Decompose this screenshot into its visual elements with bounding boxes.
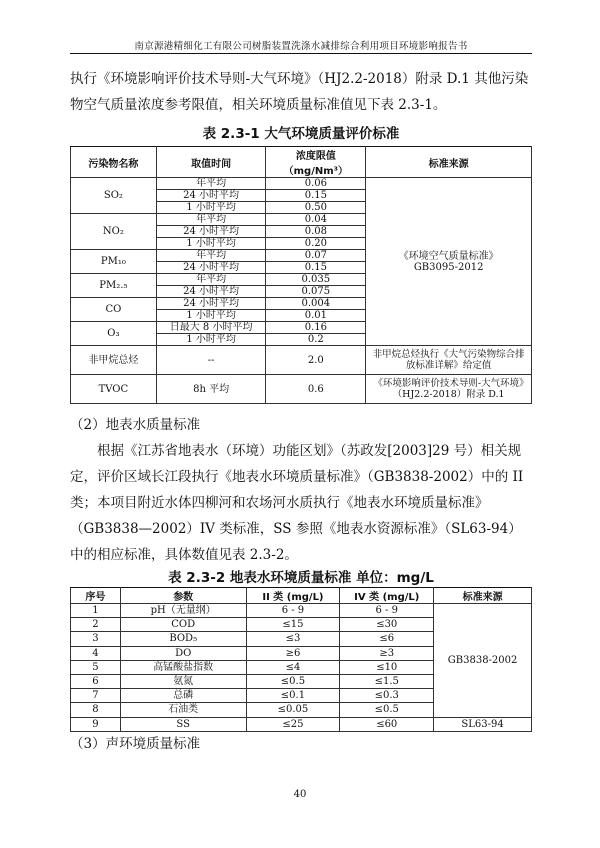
pollutant-cell: CO xyxy=(71,298,157,322)
class2-cell: ≤25 xyxy=(246,717,340,731)
class4-cell: ≤6 xyxy=(340,632,434,646)
class2-cell: ≤15 xyxy=(246,618,340,632)
param-cell: SS xyxy=(120,717,246,731)
table2-caption: 表 2.3-2 地表水环境质量标准 单位：mg/L xyxy=(168,570,434,586)
time-cell: 1 小时平均 xyxy=(156,238,266,250)
table-row xyxy=(71,604,532,618)
param-cell: COD xyxy=(120,618,246,632)
pollutant-cell: SO₂ xyxy=(71,178,157,214)
value-cell: 0.15 xyxy=(266,190,366,202)
class4-cell: ≤1.5 xyxy=(340,674,434,688)
header-cell: 标准来源 xyxy=(434,588,532,604)
no-cell: 7 xyxy=(71,689,121,703)
param-cell: pH（无量纲） xyxy=(120,604,246,618)
source-cell: 《环境空气质量标准》GB3095-2012 xyxy=(366,178,532,346)
value-cell: 0.50 xyxy=(266,202,366,214)
time-cell: 年平均 xyxy=(156,274,266,286)
table1-caption: 表 2.3-1 大气环境质量评价标准 xyxy=(202,126,400,142)
time-cell: 8h 平均 xyxy=(156,375,266,404)
time-cell: -- xyxy=(156,346,266,375)
pollutant-cell: O₃ xyxy=(71,322,157,346)
time-cell: 24 小时平均 xyxy=(156,226,266,238)
time-cell: 年平均 xyxy=(156,178,266,190)
pollutant-cell: 非甲烷总烃 xyxy=(71,346,157,375)
class4-cell: ≤10 xyxy=(340,660,434,674)
class2-cell: ≤0.05 xyxy=(246,703,340,717)
no-cell: 3 xyxy=(71,632,121,646)
header-cell: 序号 xyxy=(71,588,121,604)
time-cell: 1 小时平均 xyxy=(156,202,266,214)
class4-cell: 6 - 9 xyxy=(340,604,434,618)
page-header: 南京源港精细化工有限公司树脂装置洗涤水减排综合利用项目环境影响报告书 xyxy=(134,41,468,52)
class4-cell: ≥3 xyxy=(340,646,434,660)
section2-paragraph: 根据《江苏省地表水（环境）功能区划》（苏政发[2003]29 号）相关规定，评价区域长江段执行《地表水环境质量标准》（GB3838-2002）中的 II 类；本项目附近水体四柳河和农场河水质执行《地表水环境质量标准》（GB3838—2002）IV 类标准，SS 参照《地表水资源标准》（SL63-94）中的相应标准，具体数值见表 2.3-2。 xyxy=(70,443,524,563)
value-cell: 0.2 xyxy=(266,334,366,346)
param-cell: 高锰酸盐指数 xyxy=(120,660,246,674)
header-cell: 污染物名称 xyxy=(71,147,157,178)
no-cell: 1 xyxy=(71,604,121,618)
time-cell: 24 小时平均 xyxy=(156,286,266,298)
pollutant-cell: PM₁₀ xyxy=(71,250,157,274)
value-cell: 0.15 xyxy=(266,262,366,274)
value-cell: 0.08 xyxy=(266,226,366,238)
value-cell: 0.06 xyxy=(266,178,366,190)
table-header-row xyxy=(71,588,532,604)
no-cell: 8 xyxy=(71,703,121,717)
header-cell: 浓度限值（mg/Nm³） xyxy=(266,147,366,178)
value-cell: 0.035 xyxy=(266,274,366,286)
surface-water-table xyxy=(70,587,532,732)
header-cell: IV 类 (mg/L) xyxy=(340,588,434,604)
intro-paragraph: 执行《环境影响评价技术导则-大气环境》（HJ2.2-2018）附录 D.1 其他污染物空气质量浓度参考限值，相关环境质量标准值见下表 2.3-1。 xyxy=(70,71,529,113)
param-cell: 石油类 xyxy=(120,703,246,717)
class2-cell: ≥6 xyxy=(246,646,340,660)
param-cell: BOD₅ xyxy=(120,632,246,646)
value-cell: 0.075 xyxy=(266,286,366,298)
header-cell: 取值时间 xyxy=(156,147,266,178)
param-cell: 总磷 xyxy=(120,689,246,703)
value-cell: 2.0 xyxy=(266,346,366,375)
time-cell: 24 小时平均 xyxy=(156,190,266,202)
air-quality-table xyxy=(70,146,532,404)
table-row xyxy=(71,375,532,404)
class2-cell: ≤0.1 xyxy=(246,689,340,703)
time-cell: 24 小时平均 xyxy=(156,262,266,274)
pollutant-cell: NO₂ xyxy=(71,214,157,250)
header-cell: 参数 xyxy=(120,588,246,604)
table-row xyxy=(71,346,532,375)
table-row xyxy=(71,717,532,731)
value-cell: 0.16 xyxy=(266,322,366,334)
class2-cell: 6 - 9 xyxy=(246,604,340,618)
table-header-row xyxy=(71,147,532,178)
header-rule xyxy=(70,53,532,54)
table-row xyxy=(71,178,532,190)
time-cell: 日最大 8 小时平均 xyxy=(156,322,266,334)
no-cell: 9 xyxy=(71,717,121,731)
no-cell: 2 xyxy=(71,618,121,632)
time-cell: 1 小时平均 xyxy=(156,310,266,322)
pollutant-cell: TVOC xyxy=(71,375,157,404)
value-cell: 0.04 xyxy=(266,214,366,226)
param-cell: 氨氮 xyxy=(120,674,246,688)
source-cell: 《环境影响评价技术导则-大气环境》（HJ2.2-2018）附录 D.1 xyxy=(366,375,532,404)
time-cell: 年平均 xyxy=(156,250,266,262)
class4-cell: ≤0.5 xyxy=(340,703,434,717)
value-cell: 0.004 xyxy=(266,298,366,310)
class2-cell: ≤4 xyxy=(246,660,340,674)
value-cell: 0.6 xyxy=(266,375,366,404)
source-cell: SL63-94 xyxy=(434,717,532,731)
class4-cell: ≤0.3 xyxy=(340,689,434,703)
section2-title: （2）地表水质量标准 xyxy=(70,417,201,433)
pollutant-cell: PM₂.₅ xyxy=(71,274,157,298)
param-cell: DO xyxy=(120,646,246,660)
header-cell: 标准来源 xyxy=(366,147,532,178)
value-cell: 0.01 xyxy=(266,310,366,322)
source-cell: 非甲烷总烃执行《大气污染物综合排放标准详解》给定值 xyxy=(366,346,532,375)
time-cell: 1 小时平均 xyxy=(156,334,266,346)
no-cell: 4 xyxy=(71,646,121,660)
class4-cell: ≤60 xyxy=(340,717,434,731)
value-cell: 0.07 xyxy=(266,250,366,262)
no-cell: 6 xyxy=(71,674,121,688)
page-number: 40 xyxy=(293,789,307,800)
class2-cell: ≤0.5 xyxy=(246,674,340,688)
time-cell: 年平均 xyxy=(156,214,266,226)
header-cell: II 类 (mg/L) xyxy=(246,588,340,604)
source-cell: GB3838-2002 xyxy=(434,604,532,718)
class2-cell: ≤3 xyxy=(246,632,340,646)
section3-title: （3）声环境质量标准 xyxy=(70,736,201,752)
class4-cell: ≤30 xyxy=(340,618,434,632)
value-cell: 0.20 xyxy=(266,238,366,250)
no-cell: 5 xyxy=(71,660,121,674)
time-cell: 24 小时平均 xyxy=(156,298,266,310)
